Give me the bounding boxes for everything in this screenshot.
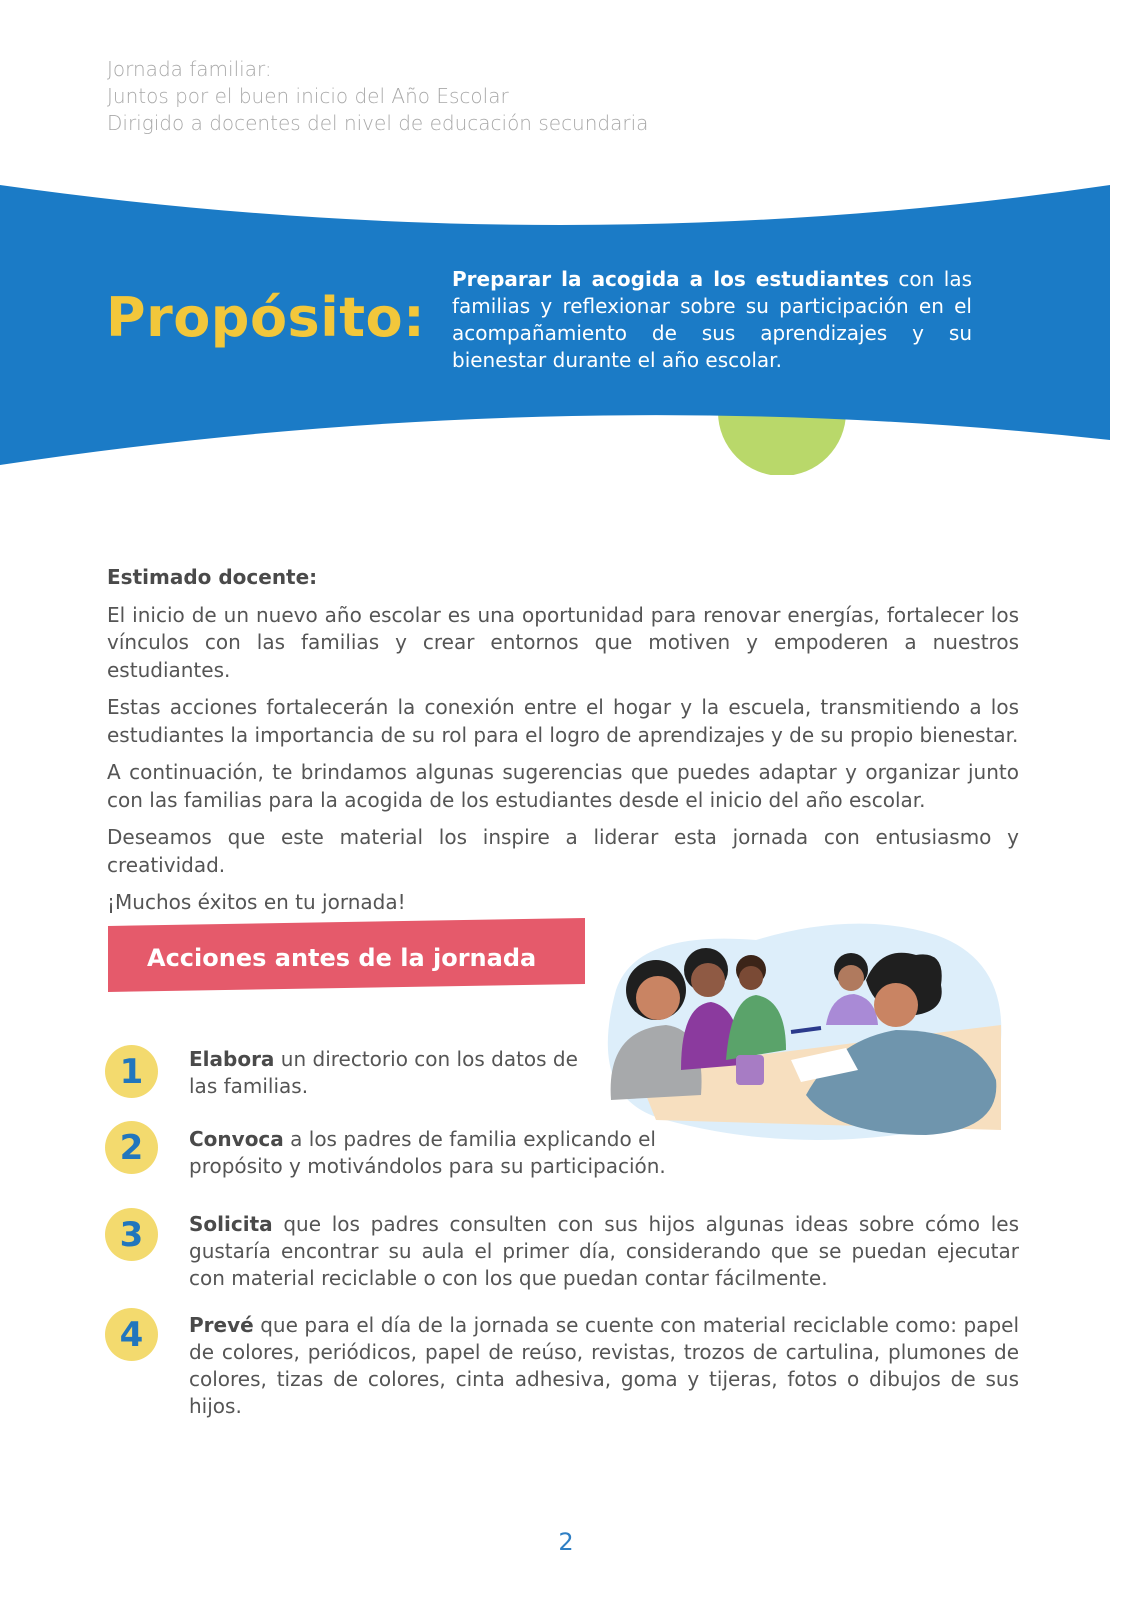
step-1-number: 1: [105, 1045, 158, 1098]
step-1-verb: Elabora: [189, 1047, 275, 1071]
step-4-number: 4: [105, 1308, 158, 1361]
letter-closing: ¡Muchos éxitos en tu jornada!: [107, 890, 406, 914]
letter-paragraph: A continuación, te brindamos algunas sugerencias que puedes adaptar y organizar junto con las familias para la acogida de los estudiantes desde el inicio del año escolar.: [107, 760, 1019, 812]
step-4-text: [189, 1312, 1019, 1420]
letter-paragraph: Estas acciones fortalecerán la conexión entre el hogar y la escuela, transmitiendo a los estudiantes la importancia de su rol para el logro de aprendizajes y de su propio bienestar.: [107, 695, 1019, 747]
person-face-icon: [636, 976, 680, 1020]
document-header: [107, 56, 648, 137]
letter-paragraph: Deseamos que este material los inspire a liderar esta jornada con entusiasmo y creatividad.: [107, 825, 1019, 877]
person-face-icon: [739, 966, 763, 990]
header-line-2: Juntos por el buen inicio del Año Escolar: [107, 84, 509, 108]
header-line-3: Dirigido a docentes del nivel de educación secundaria: [107, 111, 649, 135]
step-2-text: [189, 1126, 699, 1180]
letter-section: [107, 564, 1019, 927]
step-4-rest: que para el día de la jornada se cuente con material reciclable como: papel de colores, periódicos, papel de reúso, revistas, trozos de cartulina, plumones de colores, tizas de colores, cinta adhesiva, goma y tijeras, fotos o dibujos de sus hijos.: [189, 1313, 1019, 1418]
purpose-title: Propósito:: [106, 286, 426, 349]
step-1-rest: un directorio con los datos de las familias.: [189, 1047, 578, 1098]
person-face-icon: [691, 963, 725, 997]
step-1-text: [189, 1046, 589, 1100]
step-2-number: 2: [105, 1121, 158, 1174]
letter-paragraph: El inicio de un nuevo año escolar es una oportunidad para renovar energías, fortalecer los vínculos con las familias y crear entornos que motiven y empoderen a nuestros estudiantes.: [107, 602, 1019, 682]
step-3-number: 3: [105, 1208, 158, 1261]
page-number: 2: [558, 1528, 574, 1556]
person-face-icon: [874, 983, 918, 1027]
person-face-icon: [838, 965, 864, 991]
header-line-1: Jornada familiar:: [107, 57, 272, 81]
actions-title: Acciones antes de la jornada: [147, 944, 537, 972]
step-2-verb: Convoca: [189, 1127, 284, 1151]
mug-icon: [736, 1055, 764, 1085]
purpose-description: [452, 266, 972, 374]
step-2-rest: a los padres de familia explicando el propósito y motivándolos para su participación.: [189, 1127, 666, 1178]
step-3-verb: Solicita: [189, 1212, 273, 1236]
step-3-text: [189, 1211, 1019, 1292]
purpose-text-bold: Preparar la acogida a los estudiantes: [452, 267, 889, 291]
purpose-text-rest: con las familias y reflexionar sobre su participación en el acompañamiento de sus aprendizajes y su bienestar durante el año escolar.: [452, 267, 973, 372]
step-3-rest: que los padres consulten con sus hijos algunas ideas sobre cómo les gustaría encontrar su aula el primer día, considerando que se puedan ejecutar con material reciclable o con los que puedan contar fácilmente.: [189, 1212, 1019, 1290]
step-4-verb: Prevé: [189, 1313, 254, 1337]
letter-greeting: Estimado docente:: [107, 565, 318, 589]
